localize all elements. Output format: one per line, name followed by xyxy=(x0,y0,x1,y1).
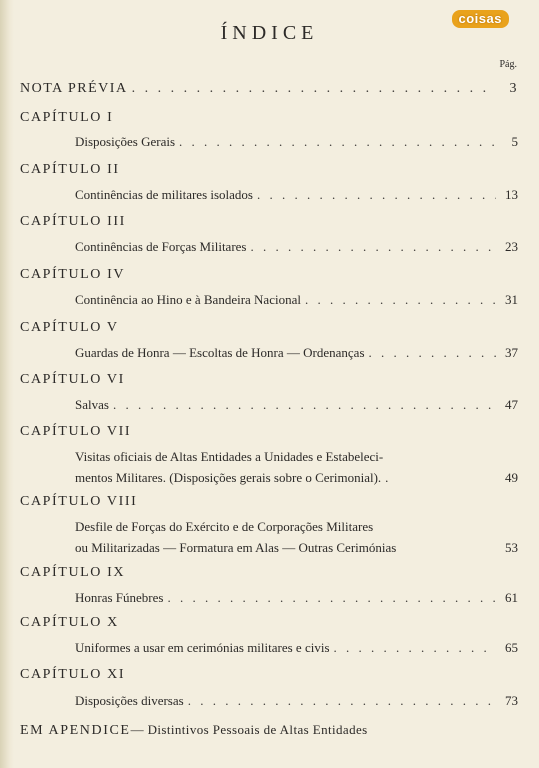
toc-entry-3 xyxy=(75,239,518,255)
toc-entry-apendice xyxy=(20,722,368,739)
apendice-text: — Distintivos Pessoais de Altas Entidades xyxy=(130,722,368,737)
toc-entry-label: Continências de Forças Militares xyxy=(75,239,247,254)
leader-dots xyxy=(132,81,496,97)
toc-entry-10 xyxy=(75,640,518,656)
toc-page-number: 73 xyxy=(505,693,518,708)
toc-entry-label: Guardas de Honra — Escoltas de Honra — Ordenanças xyxy=(75,345,365,360)
toc-entry-1 xyxy=(75,134,518,150)
toc-entry-label: Honras Fúnebres xyxy=(75,590,164,605)
toc-page-number: 5 xyxy=(511,134,518,149)
leader-dots xyxy=(251,239,497,255)
toc-entry-line2-row xyxy=(75,537,518,558)
toc-entry-7 xyxy=(75,446,518,488)
toc-entry-8 xyxy=(75,516,518,558)
toc-entry-label: Disposições Gerais xyxy=(75,134,176,149)
leader-dots xyxy=(188,693,496,709)
leader-dots xyxy=(369,345,496,361)
chapter-heading-6: CAPÍTULO VI xyxy=(20,372,125,387)
apendice-prefix: EM APENDICE xyxy=(20,723,131,738)
leader-dots xyxy=(113,397,496,413)
toc-page-number: 23 xyxy=(505,239,518,254)
leader-dots xyxy=(257,187,496,203)
toc-entry-label: Uniformes a usar em cerimónias militares e civis xyxy=(75,640,330,655)
chapter-heading-4: CAPÍTULO IV xyxy=(20,267,126,282)
chapter-heading-5: CAPÍTULO V xyxy=(20,320,119,335)
chapter-heading-10: CAPÍTULO X xyxy=(20,615,119,630)
toc-entry-line2-row xyxy=(75,467,518,488)
coisas-watermark-badge: coisas xyxy=(452,10,509,28)
toc-entry-line2: ou Militarizadas — Formatura em Alas — Outras Cerimónias xyxy=(75,540,397,555)
leader-dots xyxy=(167,590,496,606)
toc-page-number: 53 xyxy=(505,540,518,555)
leader-dots xyxy=(179,134,496,150)
toc-entry-label: Continências de militares isolados xyxy=(75,187,253,202)
chapter-heading-3: CAPÍTULO III xyxy=(20,214,126,229)
toc-page-number: 37 xyxy=(505,345,518,360)
toc-entry-label: Disposições diversas xyxy=(75,693,184,708)
chapter-heading-2: CAPÍTULO II xyxy=(20,162,120,177)
toc-entry-label: Salvas xyxy=(75,397,109,412)
leader-dots xyxy=(385,467,496,488)
chapter-heading-9: CAPÍTULO IX xyxy=(20,565,126,580)
leader-dots xyxy=(305,292,496,308)
toc-entry-2 xyxy=(75,187,518,203)
chapter-heading-8: CAPÍTULO VIII xyxy=(20,494,138,509)
toc-entry-4 xyxy=(75,292,518,308)
toc-page-number: 61 xyxy=(505,590,518,605)
page-binding-edge xyxy=(0,0,14,768)
toc-entry-11 xyxy=(75,693,518,709)
chapter-heading-1: CAPÍTULO I xyxy=(20,110,114,125)
leader-dots xyxy=(334,640,496,656)
page-column-label: Pág. xyxy=(499,59,517,70)
toc-entry-5 xyxy=(75,345,518,361)
toc-entry-line2: mentos Militares. (Disposições gerais sobre o Cerimonial). xyxy=(75,470,382,485)
toc-page-number: 13 xyxy=(505,187,518,202)
toc-entry-nota-previa xyxy=(20,81,518,97)
toc-entry-6 xyxy=(75,397,518,413)
chapter-heading-7: CAPÍTULO VII xyxy=(20,424,132,439)
toc-page-number: 65 xyxy=(505,640,518,655)
chapter-heading-11: CAPÍTULO XI xyxy=(20,667,126,682)
toc-page-number: 3 xyxy=(509,81,518,96)
toc-page-number: 31 xyxy=(505,292,518,307)
toc-entry-line1: Desfile de Forças do Exército e de Corporações Militares xyxy=(75,519,374,534)
page-title: ÍNDICE xyxy=(220,22,319,44)
toc-entry-9 xyxy=(75,590,518,606)
toc-entry-line1: Visitas oficiais de Altas Entidades a Unidades e Estabeleci- xyxy=(75,449,384,464)
toc-entry-label: Continência ao Hino e à Bandeira Nacional xyxy=(75,292,301,307)
toc-page-number: 47 xyxy=(505,397,518,412)
toc-page-number: 49 xyxy=(505,470,518,485)
toc-entry-label: NOTA PRÉVIA xyxy=(20,81,128,96)
